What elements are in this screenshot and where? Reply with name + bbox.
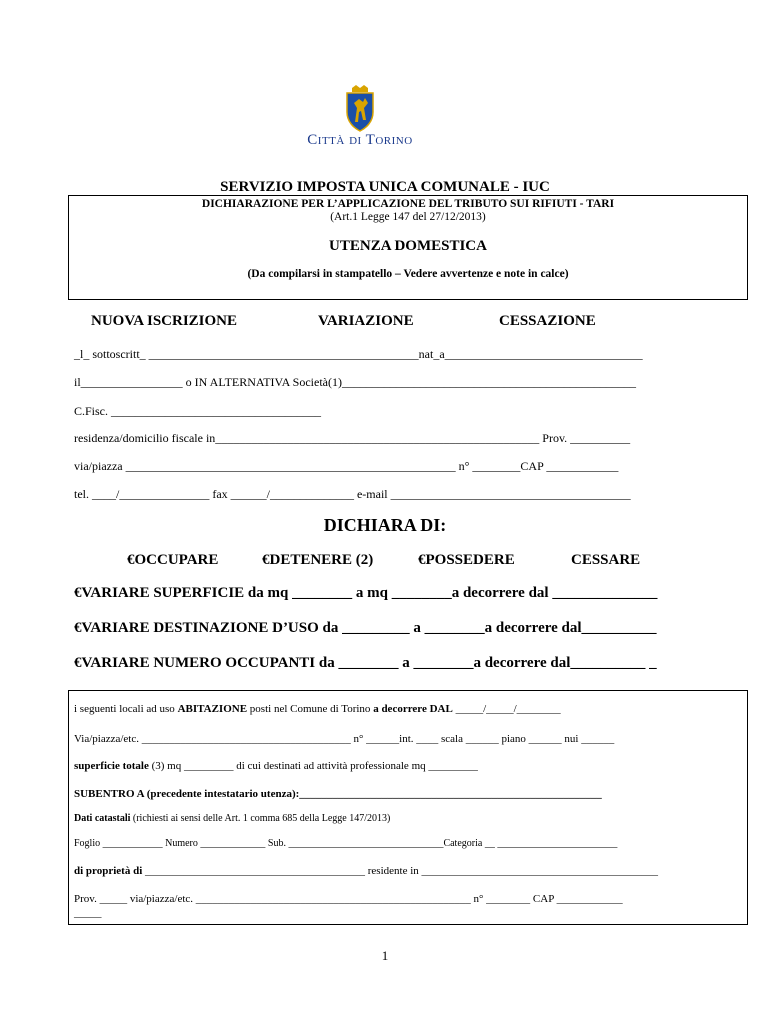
fill-instructions: (Da compilarsi in stampatello – Vedere avvertenze e note in calce) <box>247 268 569 280</box>
field-sottoscritto[interactable]: _l_ sottoscritt_ _____________________________________________nat_a_________________________________ <box>74 347 643 361</box>
declaration-title: DICHIARAZIONE PER L’APPLICAZIONE DEL TRIBUTO SUI RIFIUTI - TARI <box>201 198 615 210</box>
law-reference: (Art.1 Legge 147 del 27/12/2013) <box>330 211 486 223</box>
premises-address-field[interactable]: Via/piazza/etc. ______________________________________ n° ______int. ____ scala ______ piano ______ nui ______ <box>74 733 615 745</box>
option-cessazione[interactable]: CESSAZIONE <box>499 313 596 329</box>
premises-box <box>68 690 748 925</box>
proprieta-address-field[interactable]: Prov. _____ via/piazza/etc. __________________________________________________ n° ________ CAP ____________ <box>74 893 623 905</box>
proprieta-line[interactable] <box>74 865 658 877</box>
catasto-fields[interactable]: Foglio ____________ Numero _____________ Sub. _______________________________Categoria __ ________________________ <box>74 838 618 849</box>
option-occupare[interactable]: €OCCUPARE <box>127 552 219 568</box>
dichiara-heading: DICHIARA DI: <box>323 515 447 535</box>
option-nuova-iscrizione[interactable]: NUOVA ISCRIZIONE <box>91 313 238 329</box>
dati-catastali-line <box>74 813 390 824</box>
option-variare-superficie[interactable]: €VARIARE SUPERFICIE da mq ________ a mq ________a decorrere dal ______________ <box>74 585 658 601</box>
option-detenere[interactable]: €DETENERE (2) <box>262 552 374 568</box>
option-variare-occupanti[interactable]: €VARIARE NUMERO OCCUPANTI da ________ a ________a decorrere dal__________ _ <box>74 655 657 671</box>
option-cessare[interactable]: CESSARE <box>571 552 641 568</box>
option-variare-destinazione[interactable]: €VARIARE DESTINAZIONE D’USO da _________ a ________a decorrere dal__________ <box>74 620 657 636</box>
utenza-type: UTENZA DOMESTICA <box>329 238 487 254</box>
form-header-box <box>68 195 748 300</box>
page-number: 1 <box>381 948 389 963</box>
field-contatti[interactable]: tel. ____/_______________ fax ______/______________ e-mail ________________________________________ <box>74 487 631 501</box>
option-variazione[interactable]: VARIAZIONE <box>318 313 414 329</box>
premises-superficie-line[interactable] <box>74 760 478 772</box>
proprieta-label: di proprietà di <box>74 865 143 877</box>
city-crest-logo <box>335 84 385 134</box>
decorrere-label: a decorrere DAL <box>373 703 453 715</box>
proprieta-field[interactable]: ________________________________________ residente in ___________________________________________ <box>142 865 659 877</box>
abitazione-label: ABITAZIONE <box>177 703 248 715</box>
field-codice-fiscale[interactable]: C.Fisc. ___________________________________ <box>74 404 322 418</box>
dati-catastali-label: Dati catastali <box>74 813 131 824</box>
form-title: SERVIZIO IMPOSTA UNICA COMUNALE - IUC <box>220 179 550 195</box>
option-possedere[interactable]: €POSSEDERE <box>418 552 515 568</box>
decorrere-date-field[interactable]: _____/_____/________ <box>452 703 561 715</box>
superficie-label: superficie totale <box>74 760 149 772</box>
dati-catastali-note: (richiesti ai sensi delle Art. 1 comma 685 della Legge 147/2013) <box>130 813 391 824</box>
field-residenza[interactable]: residenza/domicilio fiscale in______________________________________________________ Prov. __________ <box>74 431 631 445</box>
field-data-societa[interactable]: il_________________ o IN ALTERNATIVA Società(1)_________________________________________________ <box>74 375 636 389</box>
premises-text: i seguenti locali ad uso <box>74 703 178 715</box>
premises-location-text: posti nel Comune di Torino <box>247 703 374 715</box>
city-logo-text: Città di Torino <box>307 132 413 148</box>
premises-line-abitazione[interactable] <box>74 703 561 715</box>
field-via-piazza[interactable]: via/piazza _______________________________________________________ n° ________CAP ____________ <box>74 459 619 473</box>
superficie-field[interactable]: (3) mq _________ di cui destinati ad attività professionale mq _________ <box>148 760 478 772</box>
subentro-field[interactable]: SUBENTRO A (precedente intestatario utenza):_______________________________________________________ <box>74 788 602 800</box>
proprieta-address-overflow[interactable]: _____ <box>74 907 102 919</box>
